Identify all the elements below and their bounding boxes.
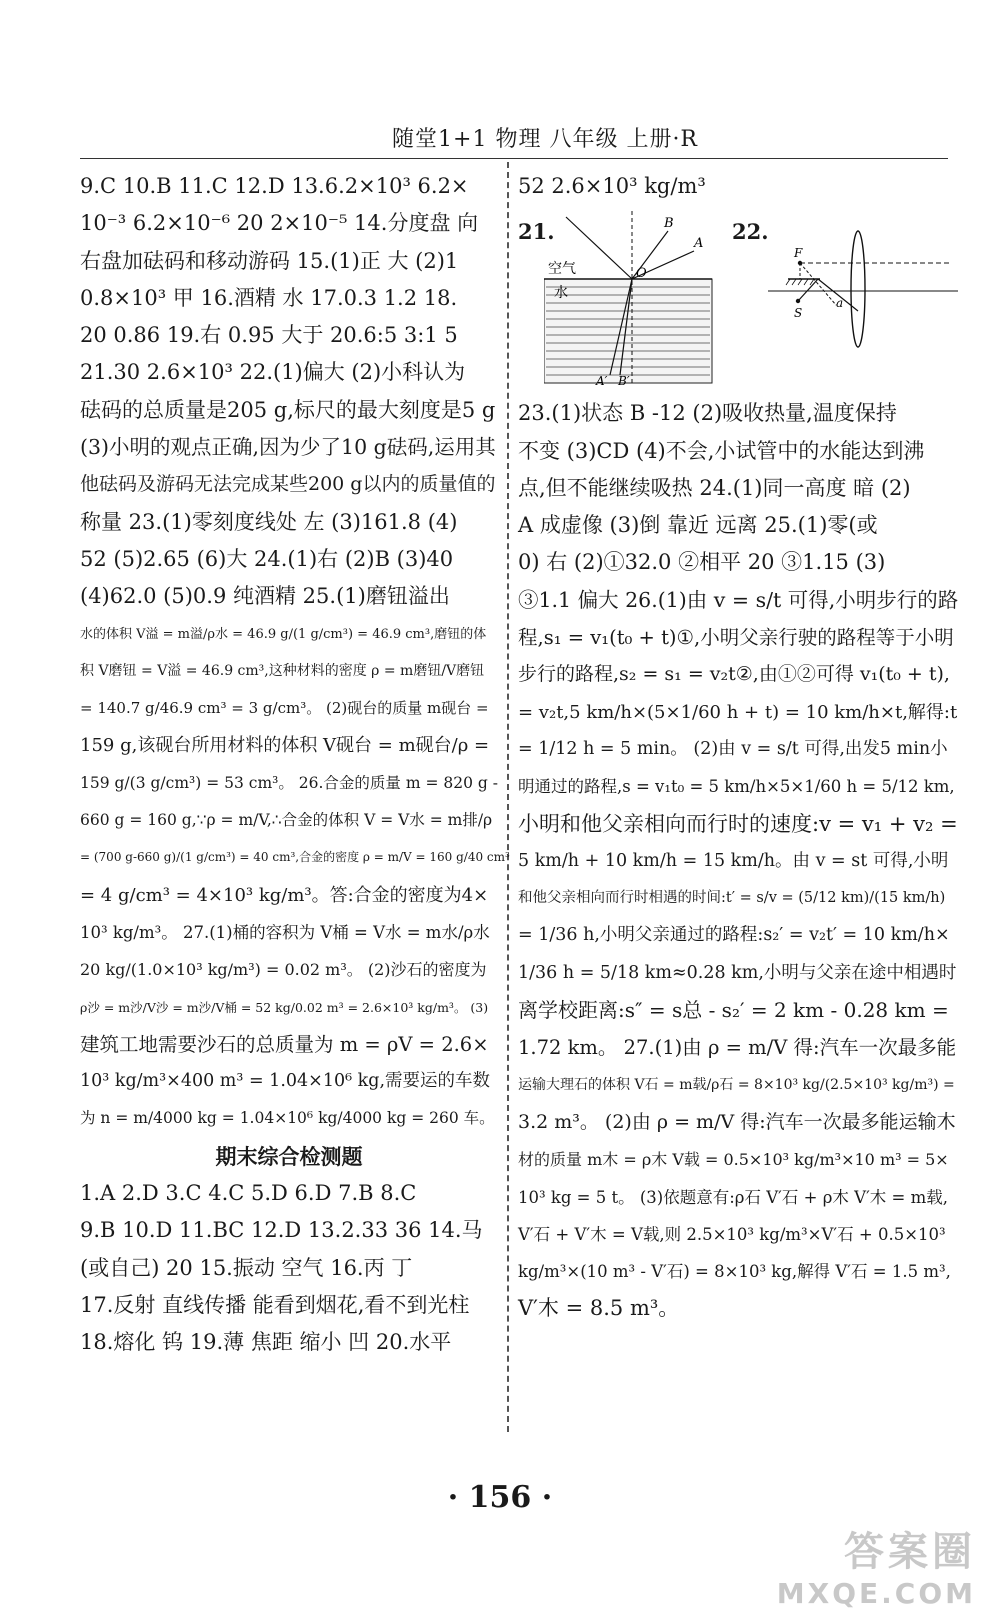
watermark <box>777 1520 976 1610</box>
text-line: = 140.7 g/46.9 cm³ = 3 g/cm³。 (2)砚台的质量 m砚台 = <box>80 699 489 718</box>
text-line: 小明和他父亲相向而行时的速度:v = v₁ + v₂ = <box>518 811 958 836</box>
text-line: 10³ kg = 5 t。 (3)依题意有:ρ石 V′石 + ρ木 V′木 = m载, <box>518 1187 949 1207</box>
incident-ray-s <box>798 279 818 301</box>
virtual-ray <box>800 263 836 305</box>
text-line: = 4 g/cm³ = 4×10³ kg/m³。答:合金的密度为4× <box>80 884 489 906</box>
point-b-label: B <box>664 216 674 232</box>
source-label: S <box>794 306 803 321</box>
page-header <box>80 126 948 159</box>
text-line: (3)小明的观点正确,因为少了10 g砝码,运用其 <box>80 435 496 460</box>
text-line: 为 n = m/4000 kg = 1.04×10⁶ kg/4000 kg = 260 车。 <box>80 1109 495 1128</box>
convex-lens <box>851 231 865 347</box>
text-line: 1/36 h = 5/18 km≈0.28 km,小明与父亲在途中相遇时 <box>518 962 957 983</box>
text-line: 程,s₁ = v₁(t₀ + t)①,小明父亲行驶的路程等于小明 <box>518 626 954 650</box>
text-line: 0) 右 (2)①32.0 ②相平 20 ③1.15 (3) <box>518 550 886 575</box>
point-o-label: O <box>636 266 647 282</box>
air-label: 空气 <box>548 261 576 278</box>
text-line: 52 (5)2.65 (6)大 24.(1)右 (2)B (3)40 <box>80 546 454 571</box>
text-line: 10³ kg/m³×400 m³ = 1.04×10⁶ kg,需要运的车数 <box>80 1071 491 1092</box>
header-title: 随堂1+1 物理 八年级 上册·R <box>392 127 698 152</box>
ray-a-label: a <box>836 296 844 311</box>
left-column <box>80 168 510 1362</box>
watermark-cn: 答案圈 <box>844 1529 976 1575</box>
text-line: 5 km/h + 10 km/h = 15 km/h。由 v = st 可得,小明 <box>518 850 949 871</box>
text-line: 159 g,该砚台所用材料的体积 V砚台 = m砚台/ρ = <box>80 735 490 757</box>
focus-label: F <box>794 246 803 261</box>
text-line: 材的质量 m木 = ρ木 V载 = 0.5×10³ kg/m³×10 m³ = 5× <box>518 1150 949 1170</box>
section-title: 期末综合检测题 <box>215 1143 363 1169</box>
q22-label: 22. <box>732 219 769 245</box>
water-label: 水 <box>554 285 568 302</box>
text-line: 明通过的路程,s = v₁t₀ = 5 km/h×5×1/60 h = 5/12 km, <box>518 777 955 797</box>
point-a-prime-label: A′ <box>596 374 608 388</box>
point-a-label: A <box>694 236 704 252</box>
text-line: 积 V磨钮 = V溢 = 46.9 cm³,这种材料的密度 ρ = m磨钮/V磨钮 <box>80 662 485 679</box>
text-line: = (700 g-660 g)/(1 g/cm³) = 40 cm³,合金的密度 ρ = m/V = 160 g/40 cm³ <box>80 850 510 865</box>
text-line: 20 0.86 19.右 0.95 大于 20.6:5 3:1 5 <box>80 323 458 348</box>
text-line: 称量 23.(1)零刻度线处 左 (3)161.8 (4) <box>80 509 458 534</box>
text-line: 1.72 km。 27.(1)由 ρ = m/V 得:汽车一次最多能 <box>518 1036 957 1060</box>
text-line: 不变 (3)CD (4)不会,小试管中的水能达到沸 <box>518 438 925 463</box>
text-line: ③1.1 偏大 26.(1)由 v = s/t 可得,小明步行的路 <box>518 587 959 612</box>
page-number: · 156 · <box>447 1480 553 1515</box>
text-line: 右盘加砝码和移动游码 15.(1)正 大 (2)1 <box>80 248 459 273</box>
text-line: (或自己) 20 15.振动 空气 16.丙 丁 <box>80 1255 413 1280</box>
text-line: 21.30 2.6×10³ 22.(1)偏大 (2)小科认为 <box>80 360 466 385</box>
text-line: A 成虚像 (3)倒 靠近 远离 25.(1)零(或 <box>518 513 878 538</box>
text-line: 17.反射 直线传播 能看到烟花,看不到光柱 <box>80 1292 470 1317</box>
text-line: 和他父亲相向而行时相遇的时间:t′ = s/v = (5/12 km)/(15 km/h) <box>518 890 946 907</box>
text-line: 水的体积 V溢 = m溢/ρ水 = 46.9 g/(1 g/cm³) = 46.9 cm³,磨钮的体 <box>80 626 487 642</box>
text-line: 离学校距离:s″ = s总 - s₂′ = 2 km - 0.28 km = <box>518 998 949 1023</box>
mirror-hatching <box>786 279 814 285</box>
figures-row <box>518 209 958 389</box>
text-line: 运输大理石的体积 V石 = m载/ρ石 = 8×10³ kg/(2.5×10³ kg/m³) = <box>518 1076 955 1093</box>
text-line: = 1/36 h,小明父亲通过的路程:s₂′ = v₂t′ = 10 km/h× <box>518 925 950 946</box>
text-line: 660 g = 160 g,∵ρ = m/V,∴合金的体积 V = V水 = m排/ρ <box>80 811 493 830</box>
text-line: 159 g/(3 g/cm³) = 53 cm³。 26.合金的质量 m = 820 g - <box>80 773 499 792</box>
text-line: 18.熔化 钨 19.薄 焦距 缩小 凹 20.水平 <box>80 1330 452 1355</box>
source-point <box>796 299 800 303</box>
text-line: 52 2.6×10³ kg/m³ <box>518 174 706 198</box>
text-line: 步行的路程,s₂ = s₁ = v₂t②,由①②可得 v₁(t₀ + t), <box>518 663 950 686</box>
text-line: 砝码的总质量是205 g,标尺的最大刻度是5 g <box>80 397 496 422</box>
refraction-diagram <box>544 209 719 387</box>
text-line: 1.A 2.D 3.C 4.C 5.D 6.D 7.B 8.C <box>80 1181 417 1206</box>
text-line: = v₂t,5 km/h×(5×1/60 h + t) = 10 km/h×t,解得:t <box>518 701 958 723</box>
text-line: 10⁻³ 6.2×10⁻⁶ 20 2×10⁻⁵ 14.分度盘 向 <box>80 211 479 236</box>
text-line: (4)62.0 (5)0.9 纯酒精 25.(1)磨钮溢出 <box>80 584 450 609</box>
text-line: 20 kg/(1.0×10³ kg/m³) = 0.02 m³。 (2)沙石的密度为 <box>80 960 487 980</box>
focus-point <box>798 261 802 265</box>
text-line: 23.(1)状态 B -12 (2)吸收热量,温度保持 <box>518 401 897 426</box>
text-line: 他砝码及游码无法完成某些200 g以内的质量值的 <box>80 473 496 496</box>
point-b-prime-label: B′ <box>618 374 630 388</box>
text-line: 9.C 10.B 11.C 12.D 13.6.2×10³ 6.2× <box>80 174 469 198</box>
text-line: 3.2 m³。 (2)由 ρ = m/V 得:汽车一次最多能运输木 <box>518 1110 956 1133</box>
right-column <box>518 168 958 1328</box>
text-line: 10³ kg/m³。 27.(1)桶的容积为 V桶 = V水 = m水/ρ水 <box>80 922 490 942</box>
text-line: ρ沙 = m沙/V沙 = m沙/V桶 = 52 kg/0.02 m³ = 2.6×10³ kg/m³。 (3) <box>80 999 489 1015</box>
q21-label: 21. <box>518 219 555 245</box>
text-line: 9.B 10.D 11.BC 12.D 13.2.33 36 14.马 <box>80 1218 483 1243</box>
text-line: 建筑工地需要沙石的总质量为 m = ρV = 2.6× <box>80 1032 489 1056</box>
text-line: = 1/12 h = 5 min。 (2)由 v = s/t 可得,出发5 min小 <box>518 738 948 759</box>
text-line: kg/m³×(10 m³ - V′石) = 8×10³ kg,解得 V′石 = 1.5 m³, <box>518 1262 951 1282</box>
watermark-en: MXQE.COM <box>776 1577 976 1610</box>
lens-diagram <box>758 213 958 363</box>
text-line: V′石 + V′木 = V载,则 2.5×10³ kg/m³×V′石 + 0.5×10³ <box>518 1224 946 1244</box>
text-line: 0.8×10³ 甲 16.酒精 水 17.0.3 1.2 18. <box>80 285 458 310</box>
column-divider <box>507 162 509 1432</box>
text-line: 点,但不能继续吸热 24.(1)同一高度 暗 (2) <box>518 475 911 500</box>
text-line: V′木 = 8.5 m³。 <box>518 1296 680 1321</box>
